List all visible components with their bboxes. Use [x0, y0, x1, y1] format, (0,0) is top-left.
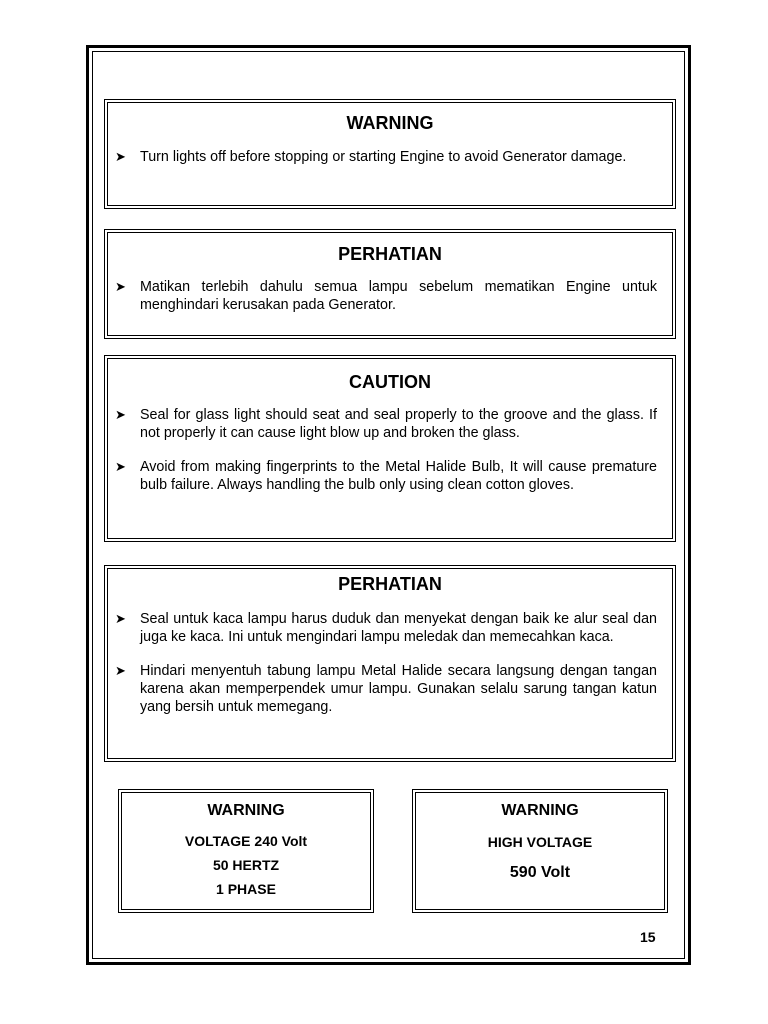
caution-item-2-text: Avoid from making fingerprints to the Metal Halide Bulb, It will cause premature bulb failure. Always handling the bulb only using clean cotton gloves. — [140, 459, 657, 493]
arrow-bullet-icon: ➤ — [115, 407, 126, 422]
arrow-bullet-icon: ➤ — [115, 663, 126, 678]
perhatian-box — [104, 229, 676, 339]
perhatian-seal-box — [104, 565, 676, 762]
perhatian-seal-title: PERHATIAN — [338, 574, 442, 594]
warning-title: WARNING — [346, 113, 434, 133]
high-voltage-label-line: HIGH VOLTAGE — [487, 834, 593, 850]
voltage-label-title: WARNING — [207, 802, 285, 819]
perhatian-seal-item-1-text: Seal untuk kaca lampu harus duduk dan menyekat dengan baik ke alur seal dan juga ke kaca. Ini untuk mengindari lampu meledak dan memecahkan kaca. — [140, 611, 657, 645]
arrow-bullet-icon: ➤ — [115, 279, 126, 294]
perhatian-title: PERHATIAN — [338, 244, 442, 264]
high-voltage-label-title: WARNING — [501, 802, 579, 819]
frequency-label-line: 50 HERTZ — [212, 857, 280, 873]
high-voltage-value: 590 Volt — [509, 864, 571, 881]
arrow-bullet-icon: ➤ — [115, 611, 126, 626]
caution-box — [104, 355, 676, 542]
warning-box — [104, 99, 676, 209]
page-number: 15 — [640, 929, 656, 945]
perhatian-item — [111, 278, 657, 314]
warning-item-text: Turn lights off before stopping or starting Engine to avoid Generator damage. — [140, 149, 627, 165]
voltage-label-box — [118, 789, 374, 913]
caution-title: CAUTION — [349, 372, 431, 392]
perhatian-seal-item-1 — [111, 610, 657, 646]
voltage-label-line: VOLTAGE 240 Volt — [184, 833, 308, 849]
perhatian-seal-item-2-text: Hindari menyentuh tabung lampu Metal Halide secara langsung dengan tangan karena akan memperpendek umur lampu. Gunakan selalu sarung tangan katun yang bersih untuk memegang. — [140, 663, 657, 715]
caution-item-1-text: Seal for glass light should seat and seal properly to the groove and the glass. If not properly it can cause light blow up and broken the glass. — [140, 407, 657, 441]
arrow-bullet-icon: ➤ — [115, 459, 126, 474]
phase-label-line: 1 PHASE — [216, 881, 276, 897]
warning-item — [111, 148, 661, 166]
arrow-bullet-icon: ➤ — [115, 149, 126, 164]
high-voltage-label-box — [412, 789, 668, 913]
perhatian-seal-item-2 — [111, 662, 657, 716]
caution-item-1 — [111, 406, 657, 442]
perhatian-item-text: Matikan terlebih dahulu semua lampu sebelum mematikan Engine untuk menghindari kerusakan pada Generator. — [140, 279, 657, 313]
caution-item-2 — [111, 458, 657, 494]
